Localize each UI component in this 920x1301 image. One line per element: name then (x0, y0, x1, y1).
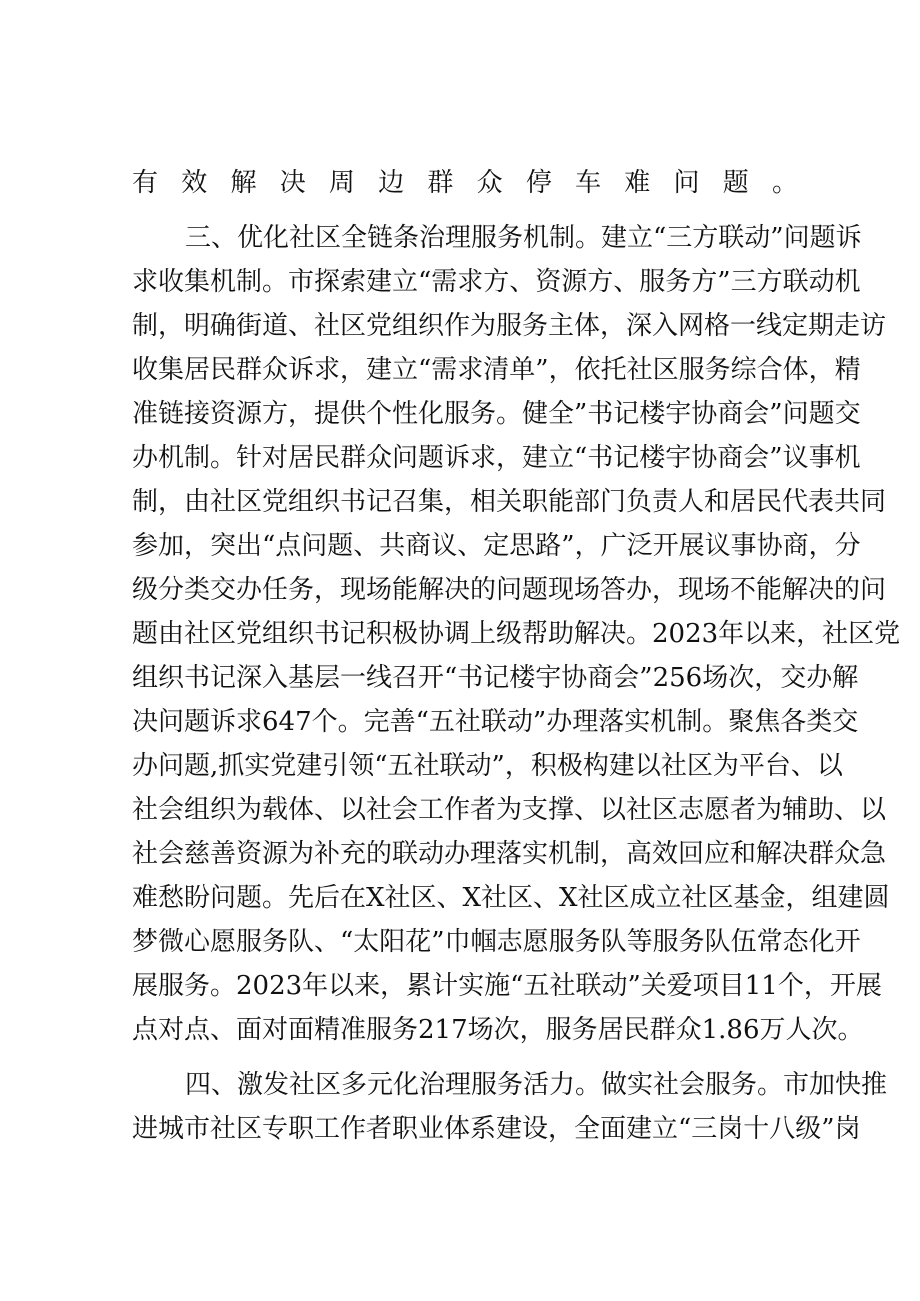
text-line: 社会组织为载体、以社会工作者为支撑、以社区志愿者为辅助、以 (132, 795, 887, 825)
text-line: 级分类交办任务，现场能解决的问题现场答办，现场不能解决的问 (132, 575, 887, 605)
text-line-paragraph-end: 点对点、面对面精准服务217场次，服务居民群众1.86万人次。 (132, 1015, 864, 1045)
text-line: 进城市社区专职工作者职业体系建设，全面建立“三岗十八级”岗 (132, 1114, 861, 1144)
text-line: 求收集机制。市探索建立“需求方、资源方、服务方”三方联动机 (132, 267, 861, 297)
text-line: 社会慈善资源为补充的联动办理落实机制，高效回应和解决群众急 (132, 839, 887, 869)
text-line-continuation: 有效解决周边群众停车难问题。 (132, 168, 798, 198)
section-heading-line-4: 四、激发社区多元化治理服务活力。做实社会服务。市加快推 (185, 1070, 888, 1100)
text-line: 参加，突出“点问题、共商议、定思路”，广泛开展议事协商，分 (132, 531, 861, 561)
text-line: 制，明确街道、社区党组织作为服务主体，深入网格一线定期走访 (132, 311, 887, 341)
text-line: 制，由社区党组织书记召集，相关职能部门负责人和居民代表共同 (132, 487, 887, 517)
text-line: 难愁盼问题。先后在X社区、X社区、X社区成立社区基金，组建圆 (132, 883, 890, 913)
text-line: 组织书记深入基层一线召开“书记楼宇协商会”256场次，交办解 (132, 663, 859, 693)
text-line: 准链接资源方，提供个性化服务。健全”书记楼宇协商会”问题交 (132, 399, 861, 429)
text-line: 收集居民群众诉求，建立“需求清单”，依托社区服务综合体，精 (132, 355, 861, 385)
text-line: 决问题诉求647个。完善“五社联动”办理落实机制。聚焦各类交 (132, 707, 859, 737)
text-line: 梦微心愿服务队、“太阳花”巾帼志愿服务队等服务队伍常态化开 (132, 927, 861, 957)
section-heading-line-3: 三、优化社区全链条治理服务机制。建立“三方联动”问题诉 (185, 223, 862, 253)
text-line: 办问题,抓实党建引领“五社联动”，积极构建以社区为平台、以 (132, 751, 843, 781)
text-line: 展服务。2023年以来，累计实施“五社联动”关爱项目11个，开展 (132, 971, 882, 1001)
text-line: 题由社区党组织书记积极协调上级帮助解决。2023年以来，社区党 (132, 619, 901, 649)
text-line: 办机制。针对居民群众问题诉求，建立“书记楼宇协商会”议事机 (132, 443, 861, 473)
